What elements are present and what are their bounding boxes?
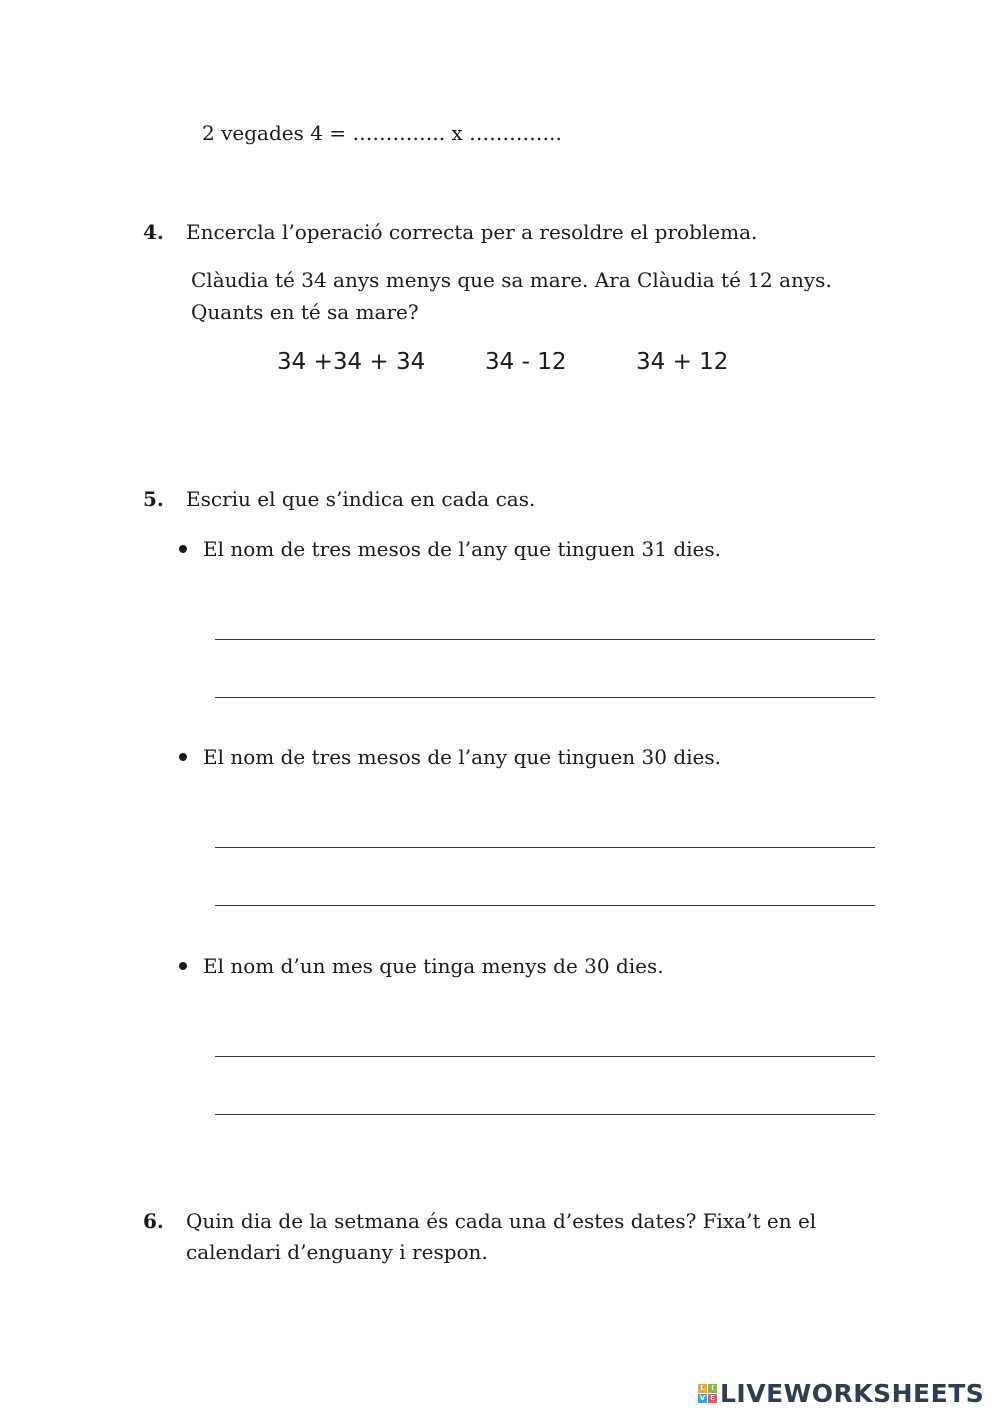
answer-line[interactable]: [215, 905, 875, 906]
answer-line[interactable]: [215, 639, 875, 640]
bullet-icon: [179, 962, 187, 970]
question-4-instruction: Encercla l’operació correcta per a resoldre el problema.: [186, 220, 758, 244]
answer-line[interactable]: [215, 1056, 875, 1057]
logo-badge-letter: E: [708, 1394, 717, 1403]
bullet-icon: [179, 545, 187, 553]
question-5-instruction: Escriu el que s’indica en cada cas.: [186, 487, 536, 511]
logo-badge-letter: I: [708, 1384, 717, 1393]
question-5-item-1: El nom de tres mesos de l’any que tinguen 31 dies.: [203, 537, 721, 561]
question-4-number: 4.: [143, 220, 164, 244]
question-6-line-2: calendari d’enguany i respon.: [186, 1240, 488, 1264]
operation-option-3[interactable]: 34 + 12: [636, 349, 729, 375]
operation-option-1[interactable]: 34 +34 + 34: [277, 349, 426, 375]
question-5-number: 5.: [143, 487, 164, 511]
operation-option-2[interactable]: 34 - 12: [485, 349, 567, 375]
question-6-line-1: Quin dia de la setmana és cada una d’estes dates? Fixa’t en el: [186, 1209, 817, 1233]
question-4-problem-line-2: Quants en té sa mare?: [191, 300, 419, 324]
question-4-problem-line-1: Clàudia té 34 anys menys que sa mare. Ara Clàudia té 12 anys.: [191, 268, 832, 292]
liveworksheets-logo: [698, 1378, 984, 1408]
answer-line[interactable]: [215, 1114, 875, 1115]
multiplication-blank-line: 2 vegades 4 = ………….. x …………..: [202, 121, 562, 145]
logo-badge-letter: L: [698, 1384, 707, 1393]
logo-badge-icon: [698, 1384, 717, 1403]
answer-line[interactable]: [215, 697, 875, 698]
question-6-number: 6.: [143, 1209, 164, 1233]
logo-text: LIVEWORKSHEETS: [720, 1378, 985, 1408]
question-5-item-2: El nom de tres mesos de l’any que tinguen 30 dies.: [203, 745, 721, 769]
logo-badge-letter: V: [699, 1393, 706, 1402]
answer-line[interactable]: [215, 847, 875, 848]
question-5-item-3: El nom d’un mes que tinga menys de 30 dies.: [203, 954, 664, 978]
bullet-icon: [179, 753, 187, 761]
